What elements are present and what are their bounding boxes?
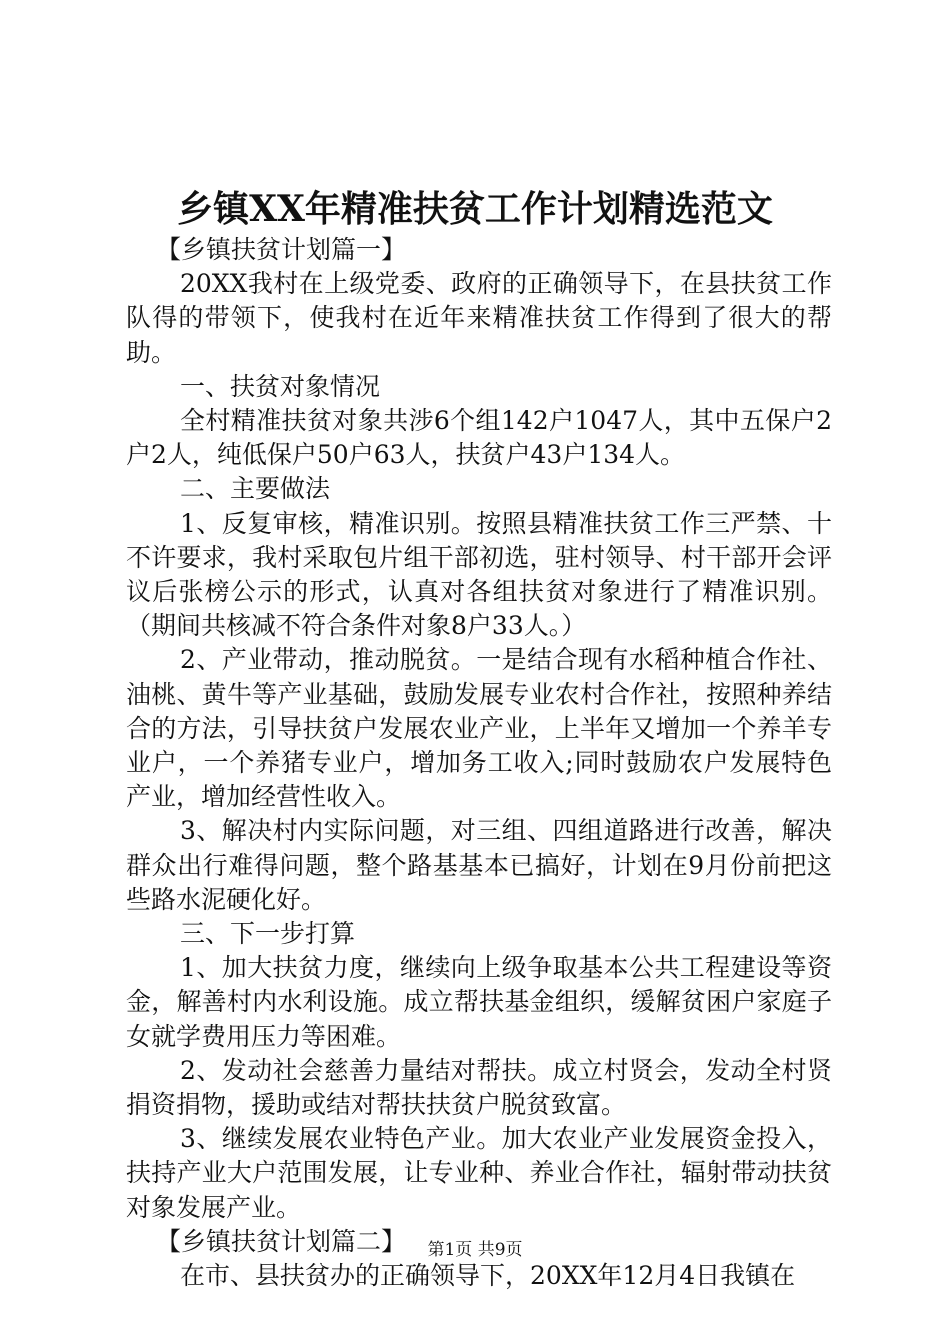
document-body: [126, 233, 832, 1293]
paragraph-plan-3: 3、继续发展农业特色产业。加大农业产业发展资金投入，扶持产业大户范围发展，让专业种、养业合作社，辐射带动扶贫对象发展产业。: [126, 1124, 832, 1222]
subheading-poverty-targets: 一、扶贫对象情况: [180, 371, 381, 401]
paragraph-plan-2: 2、发动社会慈善力量结对帮扶。成立村贤会，发动全村贤捐资捐物，援助或结对帮扶扶贫户脱贫致富。: [126, 1055, 832, 1120]
paragraph-part-two-intro: 在市、县扶贫办的正确领导下，20XX年12月4日我镇在: [180, 1261, 796, 1291]
section-heading-one: 【乡镇扶贫计划篇一】: [156, 235, 407, 264]
subheading-main-methods: 二、主要做法: [180, 474, 331, 504]
page-number: 第1页 共9页: [427, 1240, 523, 1260]
section-heading-two: 【乡镇扶贫计划篇二】: [156, 1226, 407, 1256]
paragraph-method-2: 2、产业带动，推动脱贫。一是结合现有水稻种植合作社、油桃、黄牛等产业基础，鼓励发展专业农村合作社，按照种养结合的方法，引导扶贫户发展农业产业，上半年又增加一个养羊专业户，一个养猪专业户，增加务工收入;同时鼓励农户发展特色产业，增加经营性收入。: [126, 645, 832, 812]
paragraph-intro: 20XX我村在上级党委、政府的正确领导下，在县扶贫工作队得的带领下，使我村在近年来精准扶贫工作得到了很大的帮助。: [126, 269, 832, 367]
paragraph-method-3: 3、解决村内实际问题，对三组、四组道路进行改善，解决群众出行难得问题，整个路基基本已搞好，计划在9月份前把这些路水泥硬化好。: [126, 816, 832, 914]
paragraph-plan-1: 1、加大扶贫力度，继续向上级争取基本公共工程建设等资金，解善村内水利设施。成立帮扶基金组织，缓解贫困户家庭子女就学费用压力等困难。: [126, 953, 832, 1051]
paragraph-targets: 全村精准扶贫对象共涉6个组142户1047人，其中五保户2户2人，纯低保户50户63人，扶贫户43户134人。: [126, 406, 832, 470]
paragraph-method-1: 1、反复审核，精准识别。按照县精准扶贫工作三严禁、十不许要求，我村采取包片组干部初选，驻村领导、村干部开会评议后张榜公示的形式，认真对各组扶贫对象进行了精准识别。（期间共核减不符合条件对象8户33人。）: [126, 508, 832, 641]
document-title: 乡镇XX年精准扶贫工作计划精选范文: [177, 188, 773, 230]
subheading-next-steps: 三、下一步打算: [180, 919, 356, 949]
